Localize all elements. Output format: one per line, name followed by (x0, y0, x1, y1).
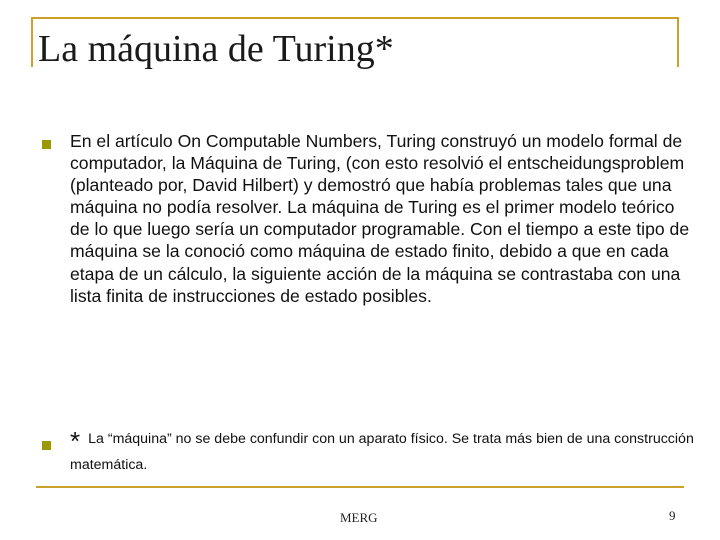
footnote-marker: * (70, 426, 81, 456)
square-bullet-icon (42, 441, 51, 450)
slide-title: La máquina de Turing* (38, 28, 394, 70)
title-frame-right-rule (677, 17, 679, 67)
footer-author: MERG (340, 510, 378, 525)
bullet-text-footnote (70, 427, 695, 477)
footer-rule (36, 486, 684, 488)
page-number: 9 (669, 508, 676, 523)
footnote-text: La “máquina” no se debe confundir con un aparato físico. Se trata más bien de una construcción matemática. (70, 431, 694, 473)
square-bullet-icon (42, 140, 51, 149)
bullet-text-main: En el artículo On Computable Numbers, Turing construyó un modelo formal de computador, la Máquina de Turing, (con esto resolvió el entscheidungsproblem (planteado por, David Hilbert) y demostró que había problemas tales que una máquina no podía resolver. La máquina de Turing es el primer modelo teórico de lo que luego sería un computador programable. Con el tiempo a este tipo de máquina se la conoció como máquina de estado finito, debido a que en cada etapa de un cálculo, la siguiente acción de la máquina se contrastaba con una lista finita de instrucciones de estado posibles. (70, 131, 690, 306)
title-frame-top-rule (31, 17, 679, 19)
title-frame-left-rule (31, 17, 33, 67)
